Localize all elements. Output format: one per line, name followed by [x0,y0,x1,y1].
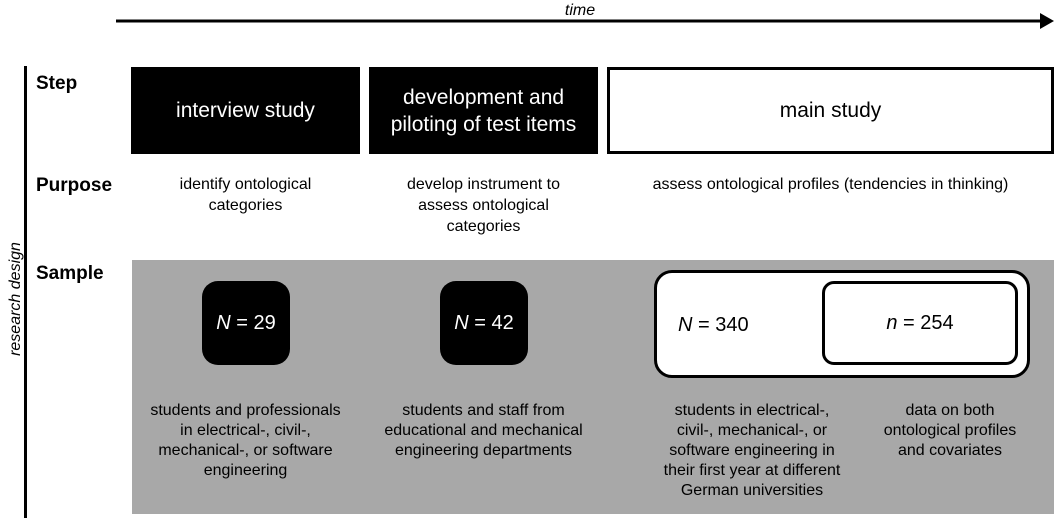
n-symbol: N [216,311,231,334]
sample-desc-development [369,401,598,461]
n-value: = 254 [903,311,954,334]
time-arrow [116,10,1054,32]
sample-desc-line: students and staff from [402,402,565,419]
n-value: = 29 [236,311,276,334]
step-box-main-study [607,67,1054,154]
sample-desc-line: mechanical-, or software [158,442,333,459]
sample-desc-line: data on both [905,402,995,419]
sample-desc-main-total [642,401,862,501]
sample-size-main-total [678,314,749,337]
sample-size-interview [202,281,290,365]
purpose-line: identify ontological [179,176,312,193]
n-symbol: N [678,314,693,336]
sample-desc-line: students and professionals [150,402,341,419]
sample-desc-line: ontological profiles [883,422,1017,439]
purpose-development [369,174,598,237]
n-symbol: n [886,311,898,334]
sample-desc-line: students in electrical-, [674,402,830,419]
step-label-line2: piloting of test items [390,112,577,136]
sample-desc-line: and covariates [897,442,1003,459]
sample-desc-main-subset [872,401,1028,461]
purpose-line: assess ontological [418,197,549,214]
step-box-development [369,67,598,154]
time-axis-label: time [564,2,596,19]
purpose-line: develop instrument to [407,176,560,193]
purpose-line: categories [208,197,283,214]
sample-size-development [440,281,528,365]
row-label-sample: Sample [36,263,104,284]
sample-desc-line: educational and mechanical [384,422,583,439]
sample-desc-line: software engineering in [669,442,835,459]
row-label-purpose: Purpose [36,175,113,196]
n-value: = 42 [474,311,514,334]
sample-desc-line: German universities [680,482,824,499]
purpose-interview [131,174,360,216]
step-label-line1: interview study [176,99,315,122]
row-label-step: Step [36,73,78,94]
n-value: = 340 [698,314,749,336]
sample-size-main-subset [822,281,1018,365]
step-label-line1: main study [779,99,882,122]
sample-desc-line: engineering [203,462,288,479]
purpose-line: assess ontological profiles (tendencies in thinking) [652,176,1009,193]
step-label-line1: development and [402,85,565,109]
sample-desc-line: their first year at different [663,462,841,479]
sample-desc-interview [131,401,360,481]
purpose-main-study [607,174,1054,195]
sample-desc-line: engineering departments [394,442,572,459]
n-symbol: N [454,311,469,334]
step-box-interview-study [131,67,360,154]
sample-desc-line: in electrical-, civil-, [180,422,311,439]
purpose-line: categories [446,218,521,235]
research-design-label: research design [7,242,24,356]
sample-desc-line: civil-, mechanical-, or [676,422,828,439]
